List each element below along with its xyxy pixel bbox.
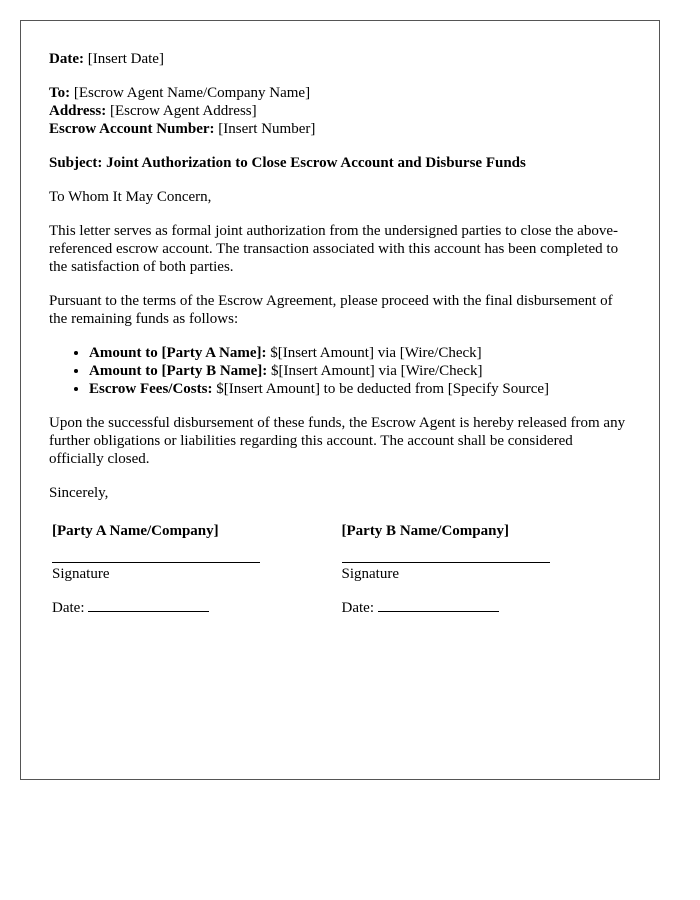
signature-line <box>52 562 260 563</box>
signature-line <box>342 562 550 563</box>
paragraph-1: This letter serves as formal joint authorization from the undersigned parties to close the above-referenced escrow account. The transaction associated with this account has been completed to the satisfaction of both parties. <box>49 223 619 275</box>
signature-section <box>49 522 631 617</box>
signature-label: Signature <box>341 566 399 582</box>
date-field: Date: <box>52 599 342 617</box>
list-item: • Amount to [Party B Name]: $[Insert Amount] via [Wire/Check] <box>89 362 631 380</box>
letter-page <box>20 20 660 780</box>
date-field: Date: <box>342 599 632 617</box>
signature-block-party-b <box>342 522 632 617</box>
paragraph-2: Pursuant to the terms of the Escrow Agreement, please proceed with the final disbursement of the remaining funds as follows: <box>49 293 613 327</box>
recipient-block: To: [Escrow Agent Name/Company Name] Address: [Escrow Agent Address] Escrow Account Number: [Insert Number] <box>49 85 316 137</box>
list-item: • Escrow Fees/Costs: $[Insert Amount] to be deducted from [Specify Source] <box>89 380 631 398</box>
date-line-blank <box>378 599 499 612</box>
date-line: Date: [Insert Date] <box>49 51 164 67</box>
signature-block-party-a <box>52 522 342 617</box>
signature-label: Signature <box>52 566 110 582</box>
paragraph-3: Upon the successful disbursement of these funds, the Escrow Agent is hereby released from any further obligations or liabilities regarding this account. The account shall be considered officially closed. <box>49 415 626 467</box>
closing: Sincerely, <box>49 485 109 501</box>
disbursement-list <box>49 344 631 398</box>
salutation: To Whom It May Concern, <box>49 189 212 205</box>
subject-line: Subject: Joint Authorization to Close Escrow Account and Disburse Funds <box>49 155 526 171</box>
party-name: [Party B Name/Company] <box>341 523 509 539</box>
list-item: • Amount to [Party A Name]: $[Insert Amount] via [Wire/Check] <box>89 344 631 362</box>
date-line-blank <box>88 599 209 612</box>
party-name: [Party A Name/Company] <box>52 523 219 539</box>
